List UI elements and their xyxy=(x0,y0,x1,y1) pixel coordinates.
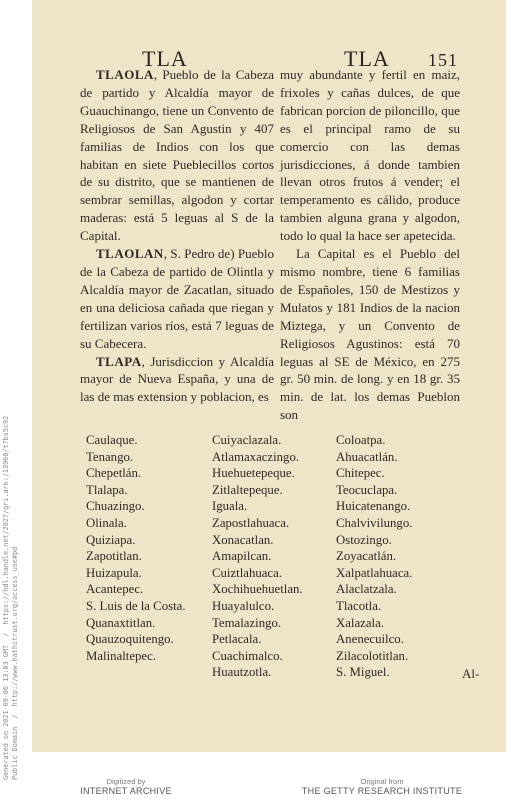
town-list-item: Malinaltepec. xyxy=(86,648,156,663)
entry-tlaolan xyxy=(80,245,274,352)
town-list-item: Tenango. xyxy=(86,449,134,464)
town-list-item: Iguala. xyxy=(212,499,248,514)
town-list-item: Olinala. xyxy=(86,515,127,530)
page-number: 151 xyxy=(428,50,458,70)
town-list-item: Chuazingo. xyxy=(86,499,145,514)
footer-digitized xyxy=(26,777,226,796)
town-list-item: Chepetlán. xyxy=(86,466,142,481)
catchword: Al- xyxy=(462,666,480,681)
town-list-item: Huayalulco. xyxy=(212,598,275,613)
right-running-title: TLA xyxy=(344,46,390,71)
left-column xyxy=(80,66,274,406)
town-list-item: S. Miguel. xyxy=(336,665,390,680)
town-list-item: Zilacolotitlan. xyxy=(336,648,409,663)
town-list-item: Anenecuilco. xyxy=(336,632,404,647)
town-list-item: Quiziapa. xyxy=(86,532,136,547)
town-list-item: Huizapula. xyxy=(86,565,142,580)
town-list-item: Huehuetepeque. xyxy=(212,466,295,481)
town-list-item: Petlacala. xyxy=(212,632,262,647)
entry-head-word: TLAOLA xyxy=(96,67,154,82)
town-list-item: Cuiyaclazala. xyxy=(212,433,282,447)
town-list-column-1 xyxy=(86,432,206,664)
hathitrust-side-stamp xyxy=(2,415,22,780)
side-stamp-text xyxy=(2,415,20,780)
town-list-item: Acantepec. xyxy=(86,582,144,597)
town-list-item: Huautzotla. xyxy=(212,665,272,680)
town-list-item: Ostozingo. xyxy=(336,532,392,547)
right-column xyxy=(280,66,460,424)
town-list-item: Zoyacatlán. xyxy=(336,549,397,564)
town-list-item: Caulaque. xyxy=(86,433,138,447)
town-list-column-2 xyxy=(212,432,303,681)
entry-tlapa xyxy=(80,353,274,407)
footer-digitized-label: Digitized by xyxy=(106,777,146,786)
town-list-item: Quauzoquitengo. xyxy=(86,632,174,647)
footer-original-source: THE GETTY RESEARCH INSTITUTE xyxy=(301,786,463,796)
town-list-item: Chitepec. xyxy=(336,466,385,481)
entry-text: , Pueblo de la Cabeza de partido y Alcaldía mayor de Guauchinango, tiene un Convento de Religiosos de San Agustin y 407 familias de Indios con los que habitan en siete Pueblecillos cortos de su distrito, que se mantienen de sembrar semillas, algodon y cortar maderas: está 5 leguas al S de la Capital. xyxy=(80,67,274,244)
town-list-item: Xonacatlan. xyxy=(212,532,274,547)
town-list-item: Teocuclapa. xyxy=(336,482,398,497)
town-list-item: Zitlaltepeque. xyxy=(212,482,283,497)
town-list-item: Xochihuehuetlan. xyxy=(212,582,303,597)
town-list-item: Quanaxtitlan. xyxy=(86,615,156,630)
entry-head-word: TLAPA xyxy=(96,353,142,369)
town-list-item: Alaclatzala. xyxy=(336,582,397,597)
town-list-column-3 xyxy=(336,432,412,681)
town-list-item: Temalazingo. xyxy=(212,615,282,630)
footer-digitized-source: INTERNET ARCHIVE xyxy=(80,786,172,796)
town-list-item: Ahuacatlán. xyxy=(336,449,398,464)
side-stamp-line-2: Public Domain / http://www.hathitrust.org/access_use#pd xyxy=(11,546,19,780)
town-list-item: Xalazala. xyxy=(336,615,384,630)
town-list-item: Zapostlahuaca. xyxy=(212,515,290,530)
entry-continuation: muy abundante y fertil en maiz, frixoles y cañas dulces, de que fabrican porcion de piloncillo, que es el principal ramo de su comercio con las demas jurisdicciones, á donde tambien llevan otros frutos á vender; el temperamento es cálido, produce tambien alguna grana y algodon, todo lo qual la hace ser apetecida. xyxy=(280,67,460,244)
entry-text: , Jurisdiccion y Alcaldía mayor de Nueva España, y una de las de mas extension y poblacion, es xyxy=(80,353,274,405)
town-list-item: Amapilcan. xyxy=(212,549,272,564)
entry-text: , S. Pedro de) Pueblo de la Cabeza de partido de Olintla y Alcaldía mayor de Zacatlan, situado en una deliciosa cañada que riegan y fertilizan varios ríos, está 7 leguas de su Cabecera. xyxy=(80,246,274,351)
town-list-item: Tlacotla. xyxy=(336,598,382,613)
side-stamp-line-1: Generated on 2021-09-06 13:03 GMT / https://hdl.handle.net/2027/gri.ark:/13960/t7bs5c92 xyxy=(2,415,10,780)
town-list-item: Atlamaxaczingo. xyxy=(212,449,300,464)
entry-tlaola xyxy=(80,66,274,245)
town-list-item: Zapotitlan. xyxy=(86,549,142,564)
footer-original xyxy=(282,777,482,796)
town-list-item: Cuiztlahuaca. xyxy=(212,565,282,580)
book-page xyxy=(32,0,506,752)
footer-original-label: Original from xyxy=(360,777,404,786)
town-list-item: Chalvivilungo. xyxy=(336,515,413,530)
town-list-item: Tlalapa. xyxy=(86,482,128,497)
town-list-item: Huicatenango. xyxy=(336,499,411,514)
town-list-item: Cuachimalco. xyxy=(212,648,283,663)
left-running-title: TLA xyxy=(142,46,188,71)
town-list-item: Xalpatlahuaca. xyxy=(336,565,413,580)
town-list-item: Coloatpa. xyxy=(336,433,386,447)
entry-capital: La Capital es el Pueblo del mismo nombre, tiene 6 familias de Españoles, 150 de Mestizos y Mulatos y 181 Indios de la nacion Miztega, y un Convento de Religiosos Agustinos: está 70 leguas al SE de México, en 275 gr. 50 min. de long. y en 18 gr. 35 min. de lat. los demas Pueblon son xyxy=(280,246,460,423)
town-list-item: S. Luis de la Costa. xyxy=(86,598,186,613)
entry-head-word: TLAOLAN xyxy=(96,246,164,262)
